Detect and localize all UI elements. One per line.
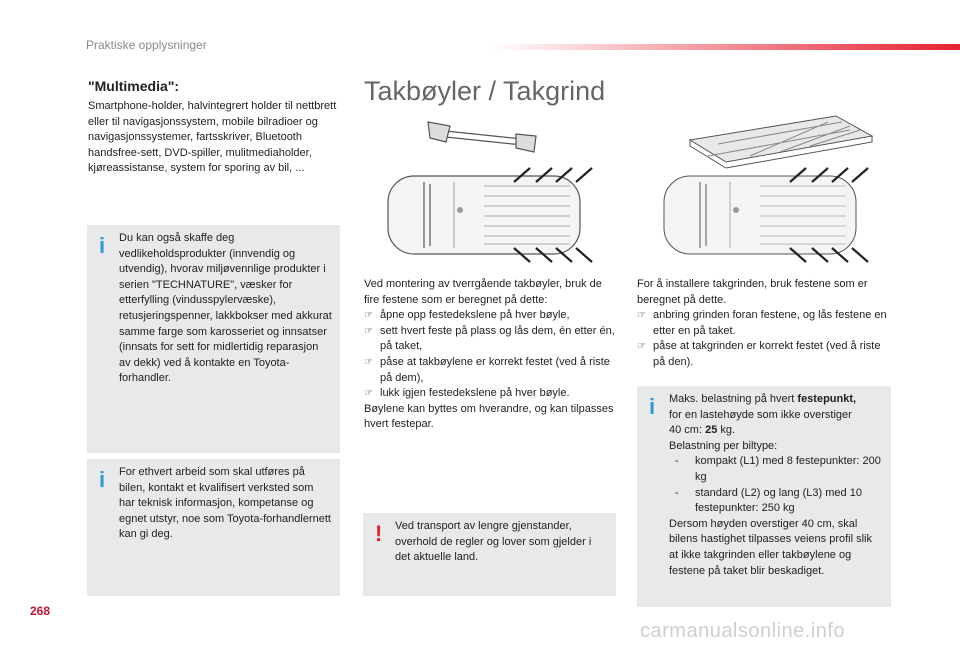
load-info-box bbox=[637, 386, 891, 607]
roof-bars-step-2: ☞ sett hvert feste på plass og lås dem, én etter én, på taket, bbox=[364, 324, 616, 355]
info-box-products bbox=[87, 225, 340, 453]
warning-box bbox=[363, 513, 616, 596]
section-header: Praktiske opplysninger bbox=[86, 38, 207, 52]
watermark: carmanualsonline.info bbox=[640, 620, 846, 642]
dash-mark: - bbox=[675, 455, 679, 468]
info-box-products-text: Du kan også skaffe deg vedlikeholdsprodukter (innvendig og utvendig), hvorav miljøvennlige produkter i serien "TECHNATURE", væsker for etterfylling (vindusspylervæske), retusjeringspenner, lakkbokser med akkurat samme farge som karosseriet og innsatser (innsats for sett for midlertidig reparasjon av dekk) ved å kontakte en Toyota-forhandler. bbox=[119, 232, 332, 385]
roof-rack-step-2: ☞ påse at takgrinden er korrekt festet (ved å riste på den). bbox=[637, 339, 891, 370]
page-number: 268 bbox=[30, 604, 51, 618]
dash-mark: - bbox=[675, 486, 679, 499]
warning-box-text: Ved transport av lengre gjenstander, overhold de regler og lover som gjelder i det aktuelle land. bbox=[395, 520, 592, 564]
load-item-1-text: kompakt (L1) med 8 festepunkter: 200 kg bbox=[695, 455, 881, 483]
load-line4: Belastning per biltype: bbox=[669, 439, 778, 452]
load-outro: Dersom høyden overstiger 40 cm, skal bilens hastighet tilpasses veiens profil slik at ikke takgrinden eller takbøylene og festene på taket blir beskadiget. bbox=[669, 517, 872, 577]
load-item-2-text: standard (L2) og lang (L3) med 10 festepunkter: 250 kg bbox=[695, 486, 862, 515]
roof-rack-illustration bbox=[660, 112, 892, 270]
roof-rack-intro: For å installere takgrinden, bruk festene som er beregnet på dette. bbox=[637, 278, 868, 306]
header-accent-bar bbox=[490, 44, 960, 50]
load-line1: Maks. belastning på hvert bbox=[669, 393, 798, 405]
info-icon: i bbox=[649, 394, 656, 419]
info-icon: i bbox=[99, 233, 106, 258]
info-box-workshop-text: For ethvert arbeid som skal utføres på bilen, kontakt et kvalifisert verksted som har teknisk informasjon, kompetanse og egnet utstyr, noe som Toyota-forhandlernett kan gi deg. bbox=[119, 466, 331, 541]
multimedia-text: Smartphone-holder, halvintegrert holder til nettbrett eller til navigasjonssystem, mobile bilradioer og navigasjonssystemer, fartsskriver, Bluetooth handsfree-sett, DVD-spiller, mulitmediaholder, kjøreassistanse, system for sporing av bil, ... bbox=[88, 100, 337, 175]
roof-bars-intro: Ved montering av tverrgående takbøyler, bruk de fire festene som er beregnet på dette: bbox=[364, 278, 602, 306]
roof-rack-instructions bbox=[637, 277, 891, 371]
info-icon: i bbox=[99, 467, 106, 492]
load-item-1 bbox=[669, 454, 883, 485]
roof-bars-illustration bbox=[384, 112, 616, 270]
load-line2: for en lastehøyde som ikke overstiger bbox=[669, 408, 852, 421]
roof-bars-step-4: ☞ lukk igjen festedekslene på hver bøyle. bbox=[364, 386, 616, 402]
roof-rack-step-1: ☞ anbring grinden foran festene, og lås festene en etter en på taket. bbox=[637, 308, 891, 339]
roof-bars-step-3: ☞ påse at takbøylene er korrekt festet (ved å riste på dem), bbox=[364, 355, 616, 386]
load-line3: 40 cm: bbox=[669, 424, 706, 437]
load-item-2 bbox=[669, 486, 883, 517]
load-info-text bbox=[669, 392, 883, 579]
multimedia-title: "Multimedia": bbox=[88, 78, 180, 94]
roof-bars-step-1: ☞ åpne opp festedekslene på hver bøyle, bbox=[364, 308, 616, 324]
roof-bars-outro: Bøylene kan byttes om hverandre, og kan tilpasses hvert festepar. bbox=[364, 402, 614, 431]
load-line1-bold: festepunkt, bbox=[797, 393, 857, 405]
warning-icon: ! bbox=[375, 521, 383, 546]
info-box-workshop bbox=[87, 459, 340, 596]
page-title: Takbøyler / Takgrind bbox=[364, 76, 606, 106]
load-unit: kg. bbox=[717, 424, 736, 437]
load-max-value: 25 bbox=[705, 424, 718, 437]
roof-bars-instructions bbox=[364, 277, 616, 433]
